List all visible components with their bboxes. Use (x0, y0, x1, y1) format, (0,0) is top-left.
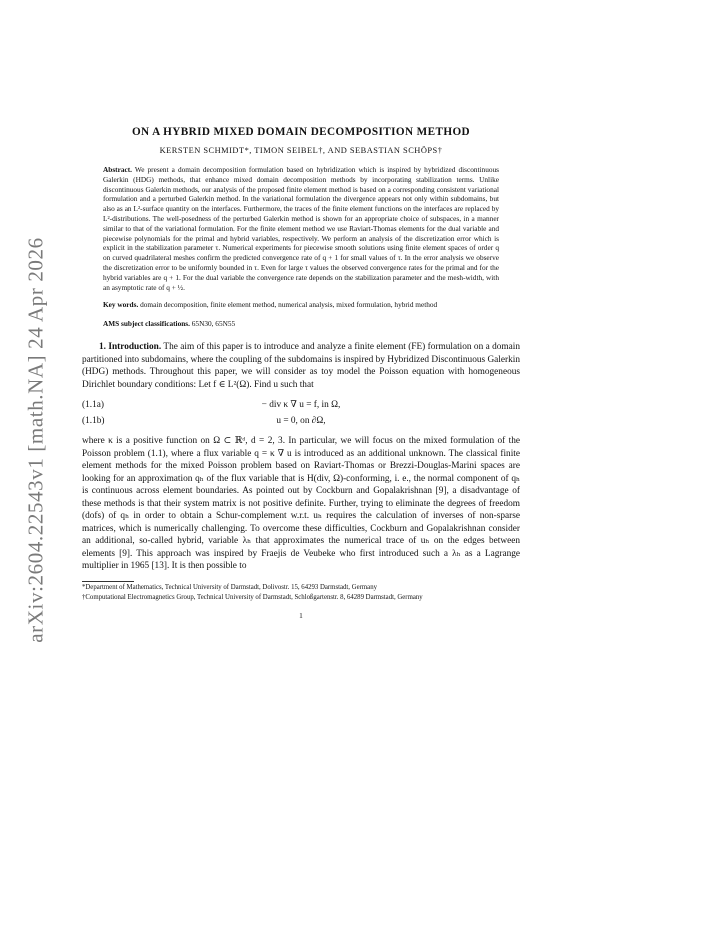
ams-classifications (82, 319, 520, 328)
keywords (82, 300, 520, 310)
keywords-label: Key words. (103, 300, 139, 310)
footnote-rule (82, 581, 134, 582)
ams-label: AMS subject classifications. (103, 319, 190, 329)
equation-body: − div κ ∇ u = f, in Ω, (261, 400, 341, 411)
author-list: KERSTEN SCHMIDT*, TIMON SEIBEL†, AND SEBASTIAN SCHÖPS† (159, 146, 443, 155)
arxiv-identifier: arXiv:2604.22543v1 [math.NA] 24 Apr 2026 (23, 237, 48, 643)
introduction-paragraph (82, 341, 520, 391)
page-number: 1 (299, 611, 303, 621)
equation-tag: (1.1b) (82, 416, 105, 427)
paper-page (82, 126, 520, 620)
equation-1-1b (82, 413, 520, 429)
intro-text: The aim of this paper is to introduce and analyze a finite element (FE) formulation on a domain partitioned into subdomains, where the coupling of the subdomains is inspired by Hybridized Discontinuous Galerkin (HDG) methods. Throughout this paper, we will consider as toy model the Poisson equation with homogeneous Dirichlet boundary conditions: Let f ∈ L²(Ω). Find u such that (82, 342, 521, 390)
section-heading-introduction: 1. Introduction. (99, 342, 162, 353)
equation-body: u = 0, on ∂Ω, (276, 416, 326, 427)
abstract (82, 165, 520, 292)
abstract-text: We present a domain decomposition formulation based on hybridization which is inspired by hybridized discontinuous Galerkin (HDG) methods, that enhance mixed domain decomposition methods by incorporating stabilization terms. Unlike discontinuous Galerkin methods, our analysis of the proposed finite element method is based on a corresponding consistent variational formulation and a perturbed Galerkin method. In the variational formulation the divergence appears not only within subdomains, but also as an L²-surface quantity on the interfaces. Furthermore, the traces of the finite element functions on the interfaces are replaced by L²-distributions. The well-posedness of the perturbed Galerkin method is shown for an appropriate choice of subspaces, in a manner similar to that of the variational formulation. For the finite element method we use Raviart-Thomas elements for the dual variable and piecewise polynomials for the primal and hybrid variables, respectively. We perform an analysis of the discretization error which is explicit in the stabilization parameter τ. Numerical experiments for piecewise smooth solutions using finite element spaces of order q on curved quadrilateral meshes confirm the predicted convergence rate of q + 1 for small values of τ. In the error analysis we observe the discretization error to be uniformly bounded in τ. Even for large τ values the observed convergence rates for the primal and for the hybrid variables are q + 1. For the dual variable the convergence rate depends on the stabilization parameter and the mesh-width, with an asymptotic rate of q + ½. (103, 165, 499, 292)
footnote-affiliation-1: *Department of Mathematics, Technical University of Darmstadt, Dolivostr. 15, 64293 Darmstadt, Germany (82, 583, 377, 591)
equation-tag: (1.1a) (82, 400, 104, 411)
keywords-text: domain decomposition, finite element method, numerical analysis, mixed formulation, hybrid method (140, 300, 438, 310)
paper-title: ON A HYBRID MIXED DOMAIN DECOMPOSITION METHOD (131, 126, 471, 138)
body-paragraph: where κ is a positive function on Ω ⊂ ℝᵈ, d = 2, 3. In particular, we will focus on the mixed formulation of the Poisson problem (1.1), where a flux variable q = κ ∇ u is introduced as an additional unknown. The classical finite element methods for the mixed Poisson problem based on Raviart-Thomas or Brezzi-Douglas-Marini spaces are looking for an approximation qₕ of the flux variable that is H(div, Ω)-conforming, i. e., the normal component of qₕ is continuous across element boundaries. As pointed out by Cockburn and Gopalakrishnan [9], a disadvantage of these methods is that their system matrix is not positive definite. Further, trying to eliminate the degrees of freedom (dofs) of qₕ in order to obtain a Schur-complement w.r.t. uₕ requires the calculation of inverses of non-sparse matrices, which is numerically challenging. To overcome these difficulties, Cockburn and Gopalakrishnan consider an additional, so-called hybrid, variable λₕ that approximates the numerical trace of uₕ on the edges between elements [9]. This approach was inspired by Fraejis de Veubeke who first introduced such a λₕ as a Lagrange multiplier in 1965 [13]. It is then possible to (82, 436, 520, 572)
ams-text: 65N30, 65N55 (191, 319, 236, 329)
abstract-label: Abstract. (103, 165, 132, 174)
footnote-affiliation-2: †Computational Electromagnetics Group, Technical University of Darmstadt, Schloßgartenstr. 8, 64289 Darmstadt, Germany (82, 594, 423, 602)
arxiv-sidebar-stamp (16, 237, 56, 643)
equation-1-1a (82, 397, 520, 413)
